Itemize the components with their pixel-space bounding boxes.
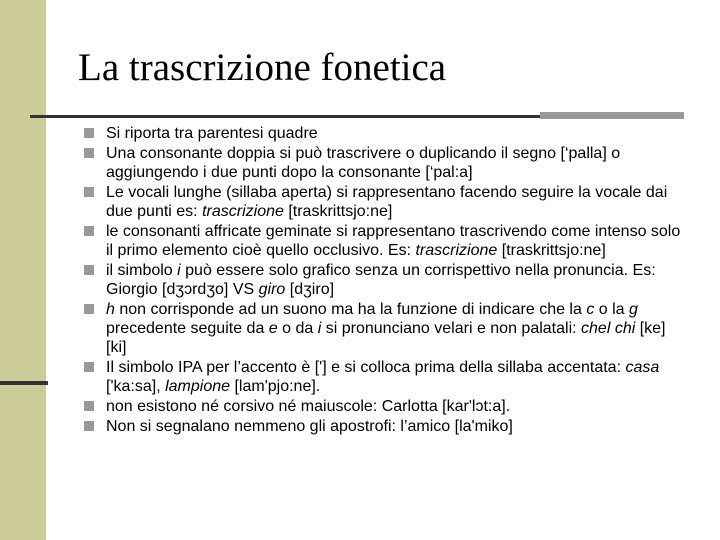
bullet-text-italic: lampione (165, 378, 231, 396)
bullet-text: Non si segnalano nemmeno gli apostrofi: l’amico [la'miko] (106, 417, 513, 435)
bullet-text: o da (277, 320, 318, 337)
square-bullet-icon (84, 362, 94, 372)
bullet-text: Il simbolo IPA per l’accento è ['] e si colloca prima della sillaba accentata: (106, 359, 626, 376)
bullet-text-italic: c (586, 300, 595, 318)
bullet-text: si pronunciano velari e non palatali: (321, 320, 582, 337)
bullet-item (84, 183, 684, 221)
bullet-text: Una consonante doppia si può trascrivere o duplicando il segno [‘palla] o aggiungendo i due punti dopo la consonante [‘pal:a] (106, 144, 621, 181)
bullet-text: il simbolo (106, 261, 178, 279)
bullet-text-italic: i (317, 320, 322, 337)
bullet-text-italic: casa (625, 359, 660, 376)
bullet-text: o la (594, 300, 630, 318)
bullet-list (84, 124, 684, 437)
bullet-text-italic: h (106, 300, 115, 318)
slide-title: La trascrizione fonetica (78, 46, 447, 89)
bullet-text: Si riporta tra parentesi quadre (106, 125, 318, 142)
bullet-text-italic: trascrizione (415, 242, 498, 259)
bullet-text-italic: giro (258, 281, 286, 298)
square-bullet-icon (84, 401, 94, 411)
bullet-text: le consonanti affricate geminate si rappresentano trascrivendo come intenso solo il primo elemento cioè quello occlusivo. Es: (106, 222, 681, 259)
bullet-text: [ke] [ki] (106, 320, 666, 357)
title-divider-accent (540, 112, 684, 119)
bullet-text: può essere solo grafico senza un corrispettivo nella pronuncia. Es: Giorgio [dʒɔrdʒo] VS (106, 261, 656, 298)
side-accent-line (0, 381, 48, 385)
bullet-text: [lam'pjo:ne]. (230, 378, 321, 396)
bullet-text: ['ka:sa], (106, 378, 166, 396)
bullet-text-italic: g (629, 300, 638, 318)
bullet-text-italic: trascrizione (202, 203, 284, 220)
bullet-text: Le vocali lunghe (sillaba aperta) si rappresentano facendo seguire la vocale dai due punti es: (106, 183, 668, 220)
bullet-text: non corrisponde ad un suono ma ha la funzione di indicare che la (114, 300, 587, 318)
bullet-item (84, 261, 684, 299)
bullet-text-italic: i (177, 261, 181, 279)
square-bullet-icon (84, 148, 94, 158)
bullet-item (84, 124, 684, 143)
square-bullet-icon (84, 265, 94, 275)
bullet-text: [traskrittsjo:ne] (497, 242, 606, 259)
square-bullet-icon (84, 187, 94, 197)
bullet-item (84, 300, 684, 358)
bullet-text-italic: e (268, 320, 278, 337)
bullet-item (84, 358, 684, 396)
bullet-item (84, 144, 684, 182)
bullet-item (84, 222, 684, 260)
square-bullet-icon (84, 128, 94, 138)
bullet-text: non esistono né corsivo né maiuscole: Carlotta [kar'lɔt:a]. (106, 398, 511, 415)
bullet-text: [dʒiro] (285, 281, 335, 298)
square-bullet-icon (84, 421, 94, 431)
bullet-item (84, 397, 684, 416)
bullet-text-italic: chel chi (581, 320, 636, 337)
bullet-item (84, 417, 684, 436)
bullet-text: [traskrittsjo:ne] (283, 203, 393, 220)
bullet-text: precedente seguite da (106, 320, 269, 337)
square-bullet-icon (84, 226, 94, 236)
square-bullet-icon (84, 304, 94, 314)
side-band (0, 0, 46, 540)
